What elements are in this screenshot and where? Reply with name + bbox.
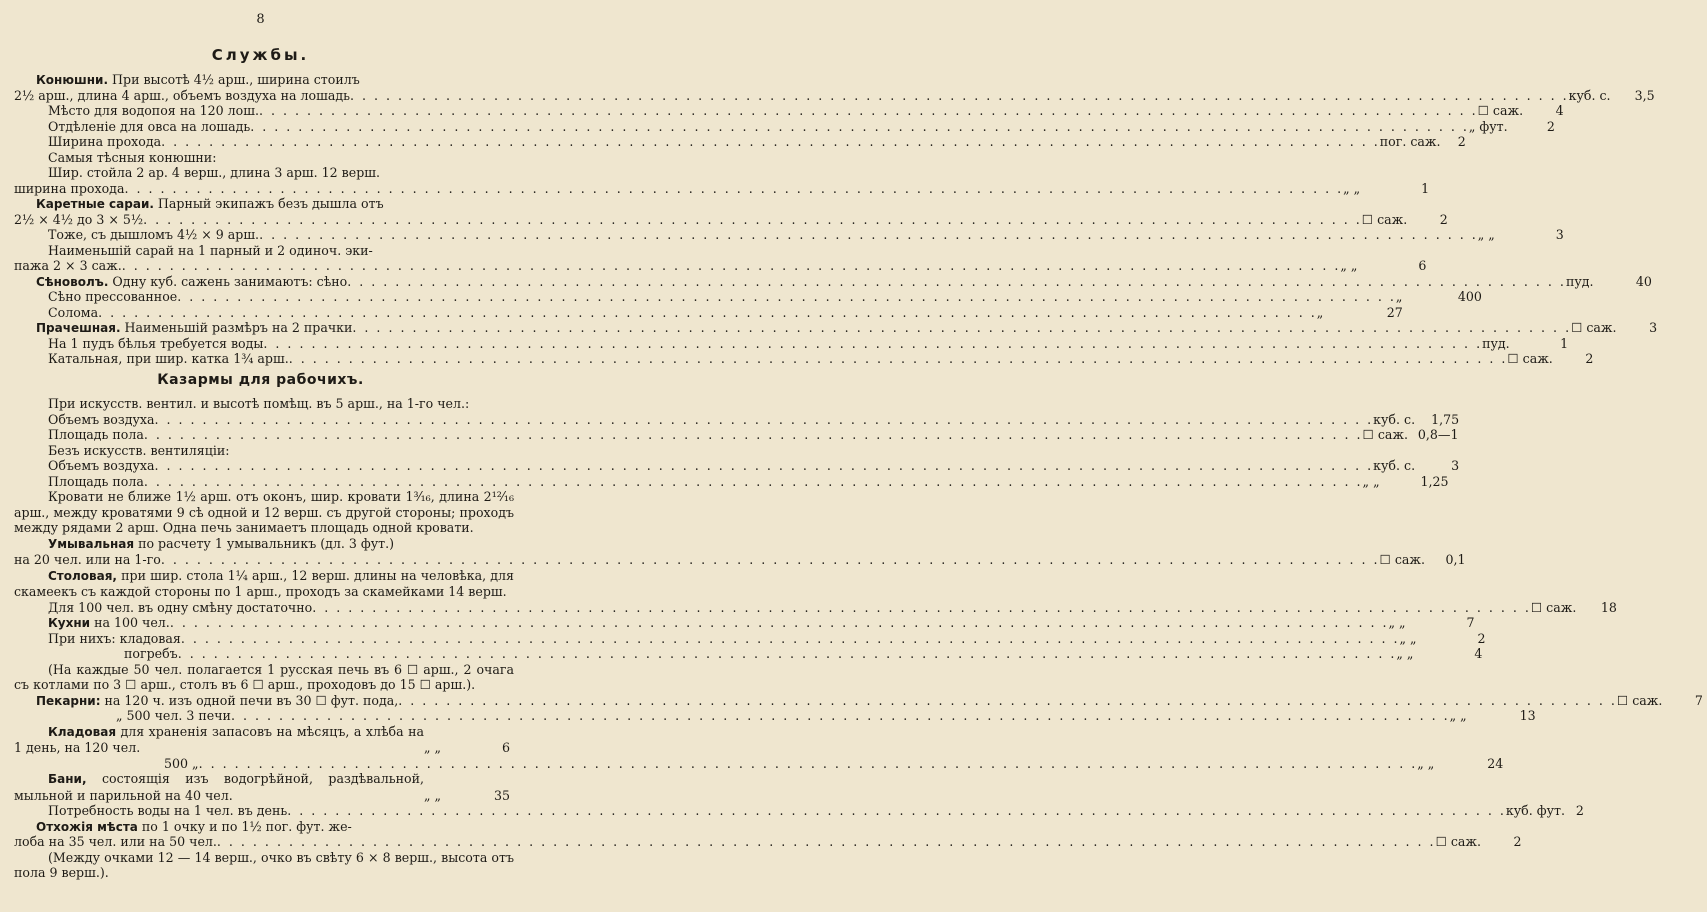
spec-row: „ 500 чел. 3 печи . . . „ „ 13 xyxy=(14,708,514,724)
section-title-services: Службы. xyxy=(211,46,310,64)
text-line: Наименьшій сарай на 1 парный и 2 одиноч. эки- xyxy=(48,242,373,258)
services-list xyxy=(14,72,1658,367)
dining-paragraph: Столовая, при шир. стола 1¼ арш., 12 верш. длины на человѣка, для скамеекъ съ каждой стороны по 1 арш., проходъ за скамейками 14 верш. xyxy=(14,567,514,599)
spec-row: пажа 2 × 3 саж. . . . „ „ 6 xyxy=(14,258,514,274)
spec-row: При нихъ: кладовая . . . „ „ 2 xyxy=(14,631,514,647)
spec-row: Солома . . . „ 27 xyxy=(14,305,514,321)
beds-paragraph: Кровати не ближе 1½ арш. отъ оконъ, шир. кровати 1³⁄₁₆, длина 2¹²⁄₁₆ арш., между кроватями 9 сѣ одной и 12 верш. съ другой стороны; проходъ между рядами 2 арш. Одна печь занимаетъ площадь одной кровати. xyxy=(14,489,514,535)
washroom-paragraph: Умывальная по расчету 1 умывальникъ (дл. 3 фут.) xyxy=(48,535,395,551)
spec-row: Тоже, съ дышломъ 4½ × 9 арш. . . . „ „ 3 xyxy=(14,227,514,243)
spec-row: 2½ арш., длина 4 арш., объемъ воздуха на лошадь . . . куб. с. 3,5 xyxy=(14,88,514,104)
spec-row: Ширина прохода . . . пог. саж. 2 xyxy=(14,134,514,150)
spec-row: „ „ 35 xyxy=(424,787,510,803)
text-line: Шир. стойла 2 ар. 4 верш., длина 3 арш. 12 верш. xyxy=(48,165,380,180)
text-line: Отхожія мѣста по 1 очку и по 1½ пог. фут. же- xyxy=(36,818,352,834)
page-number: 8 xyxy=(256,12,265,27)
spec-row: На 1 пудъ бѣлья требуется воды . . . пуд. 1 xyxy=(14,336,514,352)
spec-row: Для 100 чел. въ одну смѣну достаточно . . . ☐ саж. 18 xyxy=(14,600,514,616)
spec-row: 2½ × 4½ до 3 × 5½ . . . ☐ саж. 2 xyxy=(14,212,514,228)
spec-row: Сѣноволъ. Одну куб. сажень занимаютъ: сѣно . . . пуд. 40 xyxy=(14,274,514,290)
spec-row: 500 „ . . . „ „ 24 xyxy=(14,756,514,772)
text-line: Безъ искусств. вентиляціи: xyxy=(48,442,230,458)
spec-row: Отдѣленіе для овса на лошадь . . . „ фут. 2 xyxy=(14,119,514,135)
spec-row: Прачешная. Наименьшій размѣръ на 2 прачки . . . ☐ саж. 3 xyxy=(14,320,514,336)
spec-row: Пекарни: на 120 ч. изъ одной печи въ 30 ☐ фут. пода, . . . ☐ саж. 7 xyxy=(14,693,514,709)
text-line: Конюшни. При высотѣ 4½ арш., ширина стоилъ xyxy=(36,72,360,87)
text-line: При искусств. вентил. и высотѣ помѣщ. въ 5 арш., на 1-го чел.: xyxy=(48,396,470,411)
spec-row: Катальная, при шир. катка 1¾ арш. . . . ☐ саж. 2 xyxy=(14,351,514,367)
bath-paragraph: Бани, состоящія изъ водогрѣйной, раздѣвальной, мыльной и парильной на 40 чел. xyxy=(14,771,424,803)
text-line: Каретные сараи. Парный экипажъ безъ дышла отъ xyxy=(36,196,384,211)
spec-row: Объемъ воздуха . . . куб. с. 3 xyxy=(14,458,514,474)
barracks-list xyxy=(14,396,1703,881)
text-line: Самыя тѣсныя конюшни: xyxy=(48,149,217,165)
spec-row: Площадь пола . . . ☐ саж. 0,8—1 xyxy=(14,427,514,443)
spec-row: Сѣно прессованное . . . „ 400 xyxy=(14,289,514,305)
section-title-barracks: Казармы для рабочихъ. xyxy=(157,372,364,388)
spec-row: на 20 чел. или на 1-го . . . ☐ саж. 0,1 xyxy=(14,552,514,568)
spec-row: Мѣсто для водопоя на 120 лош. . . . ☐ саж. 4 xyxy=(14,103,514,119)
spec-row: Площадь пола . . . „ „ 1,25 xyxy=(14,474,514,490)
spec-row: Кухни на 100 чел. . . . „ „ 7 xyxy=(14,615,514,631)
spec-row: „ „ 6 xyxy=(424,740,510,755)
spec-row: ширина прохода . . . „ „ 1 xyxy=(14,181,514,197)
latrine-note: (Между очками 12 — 14 верш., очко въ свѣту 6 × 8 верш., высота отъ пола 9 верш.). xyxy=(14,849,514,880)
spec-row: Потребность воды на 1 чел. въ день . . . куб. фут. 2 xyxy=(14,803,514,819)
spec-row: лоба на 35 чел. или на 50 чел. . . . ☐ саж. 2 xyxy=(14,834,514,850)
spec-row: Объемъ воздуха . . . куб. с. 1,75 xyxy=(14,412,514,428)
spec-row: погребъ . . . „ „ 4 xyxy=(14,646,514,662)
storeroom-paragraph: Кладовая для храненія запасовъ на мѣсяцъ, а хлѣба на 1 день, на 120 чел. xyxy=(14,723,424,755)
kitchen-note: (На каждые 50 чел. полагается 1 русская печь въ 6 ☐ арш., 2 очага съ котлами по 3 ☐ арш., столъ въ 6 ☐ арш., проходовъ до 15 ☐ арш.). xyxy=(14,661,514,692)
